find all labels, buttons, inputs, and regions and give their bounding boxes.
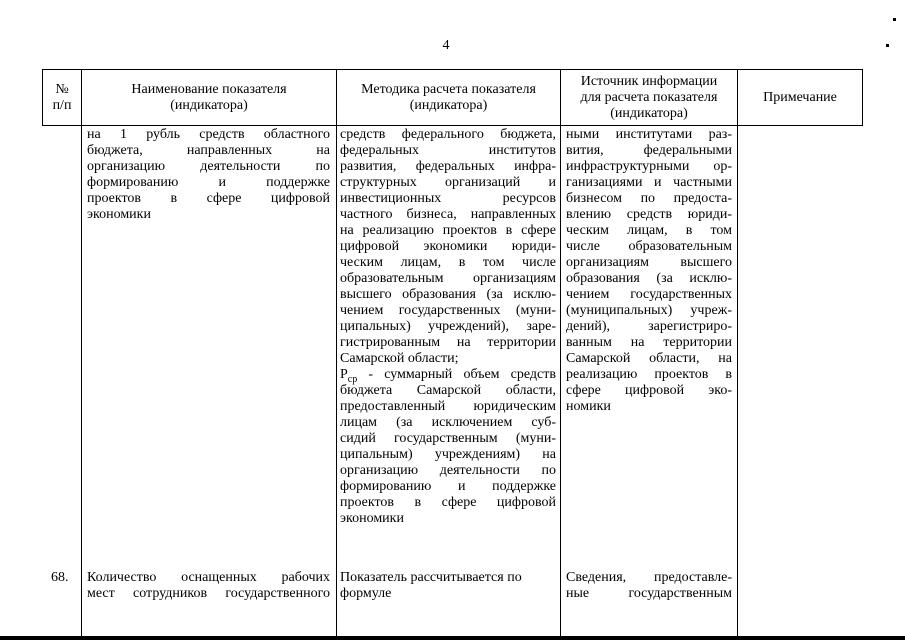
header-name: Наименование показателя (индикатора) bbox=[81, 69, 337, 126]
text-line: вития, федеральными bbox=[566, 143, 732, 158]
text-line: на 1 рубль средств областного bbox=[87, 127, 330, 142]
formula-subscript: ср bbox=[347, 373, 358, 385]
text-line: бизнесом по предоста- bbox=[566, 191, 732, 206]
text-line: цифровой экономики юриди- bbox=[340, 239, 556, 254]
text-line: проектов в сфере цифровой bbox=[340, 495, 556, 510]
text-line: Самарской области, на bbox=[566, 351, 732, 366]
text-line: развития, федеральных инфра- bbox=[340, 159, 556, 174]
text-line: ческим лицам, в том bbox=[566, 223, 732, 238]
text-line: Показатель рассчитывается по bbox=[340, 570, 522, 585]
text-line: лицам (за исключением суб- bbox=[340, 415, 556, 430]
text-line: Самарской области; bbox=[340, 351, 459, 366]
text-line: гистрированным на территории bbox=[340, 335, 556, 350]
text-line: федеральных институтов bbox=[340, 143, 556, 158]
formula-line bbox=[340, 367, 556, 383]
text-line: Сведения, предоставле- bbox=[566, 570, 732, 585]
text-line: формуле bbox=[340, 586, 392, 601]
column-rule bbox=[336, 125, 337, 640]
text-line: Количество оснащенных рабочих bbox=[87, 570, 330, 585]
text-line: дений), зарегистриро- bbox=[566, 319, 732, 334]
header-source: Источник информации для расчета показателя (индикатора) bbox=[560, 69, 738, 126]
page-number: 4 bbox=[442, 38, 450, 53]
text-line: образования (за исклю- bbox=[566, 271, 732, 286]
text-line: образовательным организациям bbox=[340, 271, 556, 286]
text-line: высшего образования (за исклю- bbox=[340, 287, 556, 302]
formula-symbol: Р bbox=[340, 367, 348, 382]
formula-text: - суммарный объем средств bbox=[357, 367, 556, 382]
text-line: бюджета, направленных на bbox=[87, 143, 330, 158]
text-line: экономики bbox=[87, 207, 151, 222]
text-line: ванным на территории bbox=[566, 335, 732, 350]
text-line: средств федерального бюджета, bbox=[340, 127, 556, 142]
header-num: № п/п bbox=[42, 69, 82, 126]
text-line: (муниципальных) учреж- bbox=[566, 303, 732, 318]
text-line: формированию и поддержке bbox=[340, 479, 556, 494]
text-line: предоставленный юридическим bbox=[340, 399, 556, 414]
text-line: номики bbox=[566, 399, 611, 414]
text-line: ганизациями и частными bbox=[566, 175, 732, 190]
text-line: чением государственных (муни- bbox=[340, 303, 556, 318]
scan-edge bbox=[0, 636, 905, 640]
method-cell bbox=[340, 127, 556, 527]
text-line: частного бизнеса, направленных bbox=[340, 207, 556, 222]
indicator-name-cell bbox=[87, 127, 330, 223]
source-cell bbox=[566, 570, 732, 602]
text-line: ные государственным bbox=[566, 586, 732, 601]
text-line: организацию деятельности по bbox=[340, 463, 556, 478]
text-line: структурных организаций и bbox=[340, 175, 556, 190]
text-line: числе образовательным bbox=[566, 239, 732, 254]
column-rule bbox=[81, 125, 82, 640]
text-line: бюджета Самарской области, bbox=[340, 383, 556, 398]
text-line: организацию деятельности по bbox=[87, 159, 330, 174]
text-line: организациям высшего bbox=[566, 255, 732, 270]
text-line: мест сотрудников государственного bbox=[87, 586, 330, 601]
column-rule bbox=[560, 125, 561, 640]
text-line: экономики bbox=[340, 511, 404, 526]
text-line: инфраструктурными ор- bbox=[566, 159, 732, 174]
source-cell bbox=[566, 127, 732, 415]
text-line: ными институтами раз- bbox=[566, 127, 732, 142]
text-line: формированию и поддержке bbox=[87, 175, 330, 190]
row-number: 68. bbox=[51, 570, 69, 585]
text-line: сидий государственным (муни- bbox=[340, 431, 556, 446]
text-line: проектов в сфере цифровой bbox=[87, 191, 330, 206]
header-method: Методика расчета показателя (индикатора) bbox=[336, 69, 561, 126]
text-line: реализацию проектов в bbox=[566, 367, 732, 382]
text-line: ципальным) учреждениям) на bbox=[340, 447, 556, 462]
scan-mark bbox=[893, 18, 896, 21]
text-line: ципальных) учреждений), заре- bbox=[340, 319, 556, 334]
text-line: влению средств юриди- bbox=[566, 207, 732, 222]
column-rule bbox=[737, 125, 738, 640]
text-line: на реализацию проектов в сфере bbox=[340, 223, 556, 238]
text-line: ческим лицам, в том числе bbox=[340, 255, 556, 270]
text-line: сфере цифровой эко- bbox=[566, 383, 732, 398]
indicator-name-cell bbox=[87, 570, 330, 602]
text-line: инвестиционных ресурсов bbox=[340, 191, 556, 206]
header-note: Примечание bbox=[737, 69, 863, 126]
method-cell bbox=[340, 570, 556, 602]
text-line: чением государственных bbox=[566, 287, 732, 302]
